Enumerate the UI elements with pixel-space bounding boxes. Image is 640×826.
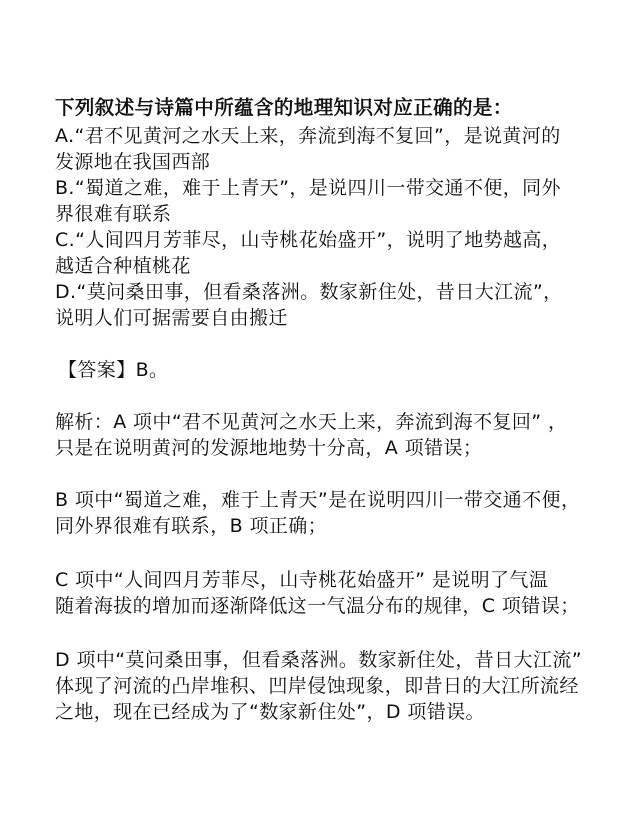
- analysis-d-line-1: D 项中“莫问桑田事，但看桑落洲。数家新住处，昔日大江流”: [55, 649, 582, 671]
- analysis-c-line-1: C 项中“人间四月芳菲尽，山寺桃花始盛开” 是说明了气温: [55, 569, 549, 591]
- analysis-d-line-3: 之地，现在已经成为了“数家新住处”，D 项错误。: [55, 701, 485, 723]
- option-d-line-2: 说明人们可据需要自由搬迁: [55, 307, 288, 329]
- option-a-line-2: 发源地在我国西部: [55, 151, 211, 173]
- option-d-line-1: D.“莫问桑田事，但看桑落洲。数家新住处，昔日大江流”，: [55, 281, 563, 303]
- analysis-d-line-2: 体现了河流的凸岸堆积、凹岸侵蚀现象，即昔日的大江所流经: [55, 675, 579, 697]
- option-b-line-2: 界很难有联系: [55, 203, 172, 225]
- answer-line: 【答案】B。: [58, 359, 169, 381]
- analysis-a-line-2: 只是在说明黄河的发源地地势十分高，A 项错误；: [55, 437, 483, 459]
- analysis-c-line-2: 随着海拔的增加而逐渐降低这一气温分布的规律，C 项错误；: [55, 595, 580, 617]
- option-c-line-1: C.“人间四月芳菲尽，山寺桃花始盛开”，说明了地势越高，: [55, 229, 562, 251]
- option-c-line-2: 越适合种植桃花: [55, 255, 191, 277]
- analysis-b-line-2: 同外界很难有联系，B 项正确；: [55, 515, 328, 537]
- option-b-line-1: B.“蜀道之难，难于上青天”，是说四川一带交通不便，同外: [55, 177, 561, 199]
- analysis-a-line-1: 解析：A 项中“君不见黄河之水天上来，奔流到海不复回” ，: [55, 411, 568, 433]
- question-stem: 下列叙述与诗篇中所蕴含的地理知识对应正确的是：: [55, 96, 513, 119]
- analysis-b-line-1: B 项中“蜀道之难，难于上青天”是在说明四川一带交通不便，: [55, 489, 581, 511]
- option-a-line-1: A.“君不见黄河之水天上来，奔流到海不复回”，是说黄河的: [55, 125, 561, 147]
